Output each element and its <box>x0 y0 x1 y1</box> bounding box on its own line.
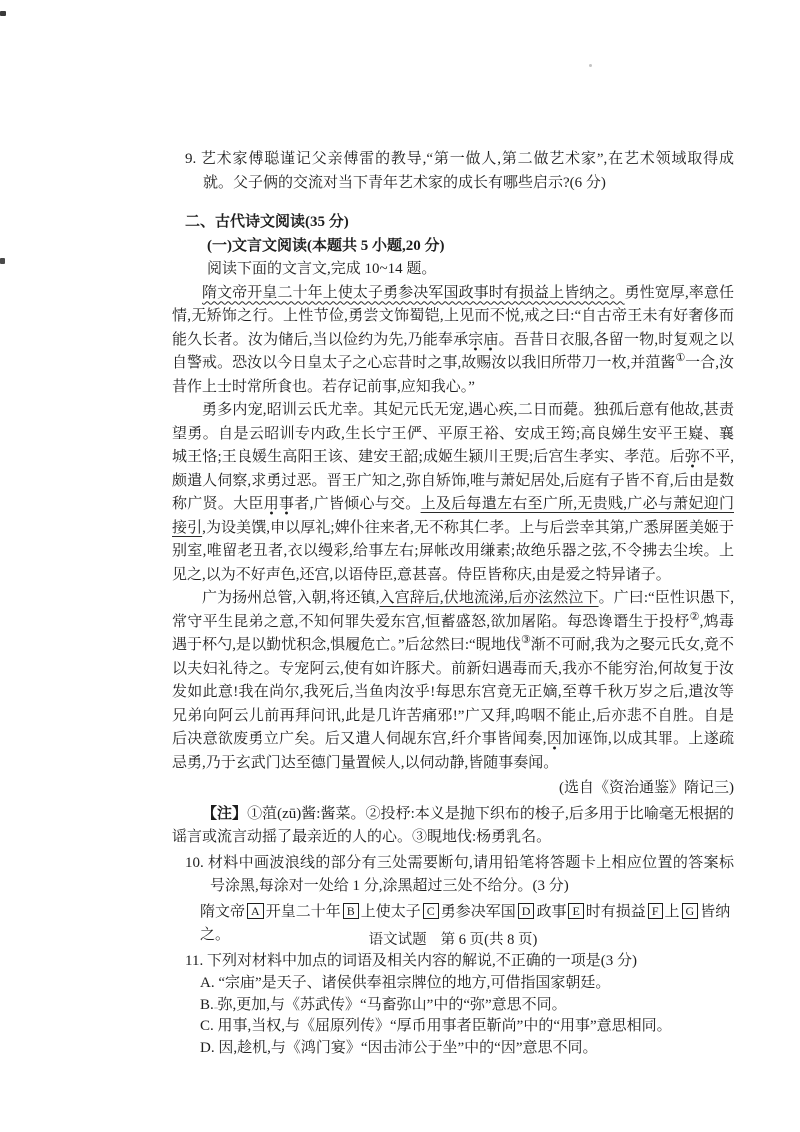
text-segment-dots: 弥 <box>685 449 700 468</box>
text-segment: ①菹(zū)酱:酱菜。②投杼:本义是抛下织布的梭子,后多用于比喻毫无根据的谣言或流言动摇了最亲近的人的心。③睍地伐:杨勇乳名。 <box>172 805 734 845</box>
option-text: “宗庙”是天子、诸侯供奉祖宗牌位的地方,可借指国家朝廷。 <box>218 975 611 991</box>
text-segment: 上 <box>664 903 680 920</box>
text-segment-box: C <box>423 903 439 919</box>
text-segment: 不平,颇遣人伺察,求勇过恶。晋王广知之,弥自矫饰,唯与萧妃居处,后庭有子皆不育,后由是数称广贤。大臣 <box>172 449 734 512</box>
text-segment-box: F <box>648 903 663 919</box>
question-10-number: 10. <box>185 854 204 871</box>
option-text: 弥,更加,与《苏武传》“马畜弥山”中的“弥”意思不同。 <box>217 996 567 1013</box>
question-11-option-c <box>200 1016 734 1038</box>
text-segment: ,鸩毒遇于杯勺,是以勤忧积念,惧履危亡。”后忿然曰:“睍地伐 <box>172 613 734 653</box>
option-label: B. <box>200 996 214 1013</box>
section-heading: 二、古代诗文阅读(35 分) <box>185 214 349 230</box>
option-text: 因,趁机,与《鸿门宴》“因击沛公于坐”中的“因”意思不同。 <box>218 1039 598 1056</box>
question-9-number: 9. <box>185 151 197 167</box>
text-segment: 时有损益 <box>585 903 646 920</box>
passage-paragraph-3 <box>172 587 734 775</box>
text-segment-bold: 【注】 <box>202 805 248 822</box>
text-segment-box: B <box>343 903 359 919</box>
text-segment: 广为扬州总管,入朝,将还镇, <box>202 590 380 606</box>
text-segment: 政事 <box>536 903 567 920</box>
text-segment: 上使太子 <box>360 903 421 920</box>
text-segment: 者,广皆倾心与交。 <box>294 496 421 512</box>
text-segment: 勇性宽厚,率意任情,无矫饰之行。上性节俭,勇尝文饰蜀铠,上见而不悦,戒之曰:“自古帝王未有好奢侈而能久长者。汝为储后,当以俭约为先,乃能奉承 <box>172 284 734 348</box>
passage-notes <box>172 803 734 850</box>
text-segment-line: 入宫辞后,伏地流涕,后亦泫然泣下 <box>379 590 599 606</box>
text-segment: 开皇二十年 <box>265 903 341 920</box>
question-11-option-d <box>200 1038 734 1060</box>
passage-paragraph-1 <box>172 282 734 400</box>
question-11-number: 11. <box>185 952 204 969</box>
text-segment-dots: 用事 <box>264 496 295 515</box>
section-instruction: 阅读下面的文言文,完成 10~14 题。 <box>207 261 437 277</box>
text-segment-dots: 宗庙 <box>468 332 498 351</box>
text-segment: 勇参决军国 <box>440 903 516 920</box>
text-segment-dots: 因 <box>547 731 563 750</box>
question-10 <box>185 852 734 899</box>
text-segment-sup: ② <box>689 610 700 623</box>
text-segment-box: G <box>682 903 699 919</box>
text-segment-box: A <box>247 903 264 919</box>
question-11-stem: 下列对材料中加点的词语及相关内容的解说,不正确的一项是(3 分) <box>206 952 637 969</box>
option-text: 用事,当权,与《屈原列传》“厚币用事者臣靳尚”中的“用事”意思相同。 <box>217 1018 672 1034</box>
scan-artifact-speck <box>589 64 592 67</box>
text-segment-box: E <box>568 903 583 919</box>
text-segment-sup: ③ <box>520 634 531 646</box>
text-segment-wavy: 隋文帝开皇二十年上使太子勇参决军国政事时有损益上皆纳之。 <box>202 284 625 301</box>
option-label: A. <box>200 975 215 991</box>
text-segment: 勇多内宠,昭训云氏尤幸。其妃元氏无宠,遇心疾,二日而薨。独孤后意有他故,甚责望勇。自是云昭训专内政,生长宁王俨、平原王裕、安成王筠;高良娣生安平王嶷、襄城王恪;王良媛生高阳王该、建安王韶;成姬生颍川王煚;后宫生孝实、孝范。后 <box>172 402 734 465</box>
text-segment: 隋文帝 <box>200 903 246 920</box>
footer-page-info: 第 6 页(共 8 页) <box>440 932 538 948</box>
page-footer <box>172 928 734 949</box>
text-segment: 加诬饰,以成其罪。上遂疏忌勇,乃于玄武门达至德门量置候人,以伺动静,皆随事奏闻。 <box>172 731 734 771</box>
text-segment: 皆纳之。 <box>200 903 731 943</box>
question-9 <box>185 148 734 195</box>
option-label: D. <box>200 1039 215 1056</box>
exam-content <box>172 148 734 1059</box>
scan-artifact-edge-mark <box>0 258 5 264</box>
passage-source: (选自《资治通鉴》隋记三) <box>559 780 734 796</box>
text-segment-box: D <box>518 903 535 919</box>
text-segment: 一合,汝昔作上士时常所食也。若存记前事,应知我心。” <box>172 355 734 395</box>
section-subheading: (一)文言文阅读(本题共 5 小题,20 分) <box>207 237 445 254</box>
question-11-option-b <box>200 995 734 1017</box>
question-9-text: 艺术家傅聪谨记父亲傅雷的教导,“第一做人,第二做艺术家”,在艺术领域取得成就。父子俩的交流对当下青年艺术家的成长有哪些启示?(6 分) <box>200 151 734 191</box>
option-label: C. <box>200 1018 214 1034</box>
text-segment: ,为设美馔,申以厚礼;婢仆往来者,无不称其仁孝。上与后尝幸其第,广悉屏匿美姬于别室,唯留老丑者,衣以缦彩,给事左右;屏帐改用缣素;故绝乐器之弦,不令拂去尘埃。上见之,以为不好声色,还宫,以语侍臣,意甚喜。侍臣皆称庆,由是爱之特异诸子。 <box>172 519 734 583</box>
question-10-text: 材料中画波浪线的部分有三处需要断句,请用铅笔将答题卡上相应位置的答案标号涂黑,每涂对一处给 1 分,涂黑超过三处不给分。(3 分) <box>207 854 734 894</box>
passage-paragraph-2 <box>172 399 734 587</box>
text-segment: 渐不可耐,我为之娶元氏女,竟不以夫妇礼待之。专宠阿云,使有如许豚犬。前新妇遇毒而夭,我亦不能穷治,何故复于汝发如此意!我在尚尔,我死后,当鱼肉汝乎!每思东宫竟无正嫡,至尊千秋万岁之后,遣汝等兄弟向阿云儿前再拜问讯,此是几许苦痛邪!”广又拜,呜咽不能止,后亦悲不自胜。自是后决意欲废勇立广矣。后又遣人伺觇东宫,纤介事皆闻奏, <box>172 637 734 747</box>
text-segment-line: 上及后每遣左右至广所,无贵贱,广必与萧妃迎门接引 <box>172 496 734 536</box>
footer-doc-title: 语文试题 <box>368 932 427 948</box>
question-11 <box>185 950 734 974</box>
question-11-option-a <box>200 973 734 995</box>
scan-artifact-edge-mark <box>0 11 6 16</box>
text-segment-sup: ① <box>675 352 686 364</box>
text-segment: 。吾昔日衣服,各留一物,时复观之以自警戒。恐汝以今日皇太子之心忘昔时之事,故赐汝以我旧所带刀一枚,并菹酱 <box>172 331 734 371</box>
text-segment: 。广曰:“臣性识愚下,常守平生昆弟之意,不知何罪失爱东宫,恒蓄盛怒,欲加屠陷。每恐谗谮生于投杼 <box>172 590 734 630</box>
